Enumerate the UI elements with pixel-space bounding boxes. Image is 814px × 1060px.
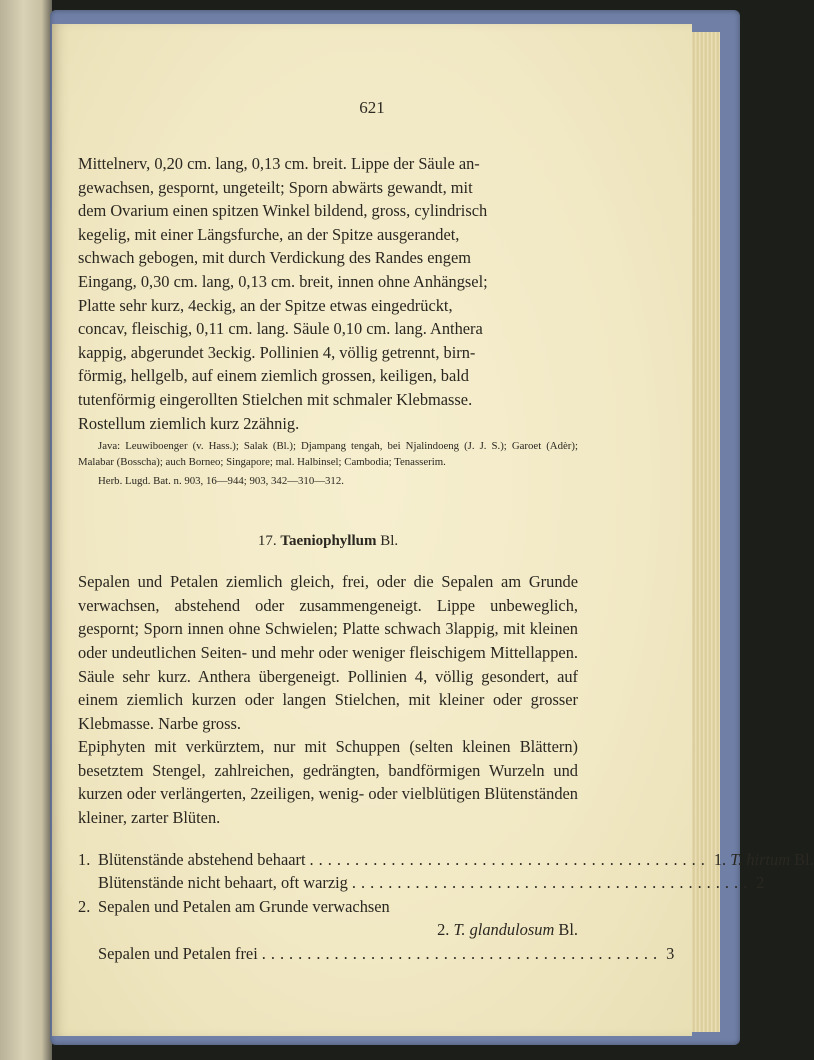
genus-habit: Epiphyten mit verkürztem, nur mit Schuppen (selten kleinen Blättern) besetztem Stengel, zahlreichen, gedrängten, bandförmigen Wurzeln und kurzen oder verlängerten, 2zeiligen, wenig- oder vielblütigen Blütenständen kleiner, zarter Blüten. xyxy=(78,737,578,828)
facing-page-edge xyxy=(0,0,52,1060)
key-result: 2 xyxy=(756,873,765,893)
key-couplet-number: 2. xyxy=(78,896,91,916)
section-genus: Taeniophyllum xyxy=(280,533,377,550)
text-line: Mittelnerv, 0,20 cm. lang, 0,13 cm. breit. Lippe der Säule an- xyxy=(78,154,480,173)
key-result-author: Bl. xyxy=(794,849,814,869)
key-row xyxy=(78,871,765,895)
key-result-author: Bl. xyxy=(558,920,578,940)
key-result-taxon: T. glandulosum xyxy=(453,920,555,940)
key-leader-dots: ............................................ xyxy=(309,849,710,869)
text-line: schwach gebogen, mit durch Verdickung des Randes engem xyxy=(78,248,471,268)
key-row xyxy=(78,942,675,966)
key-couplet-number: 1. xyxy=(78,849,91,869)
key-lead-text: Blütenstände nicht behaart, oft warzig xyxy=(98,873,348,893)
key-result: 3 xyxy=(666,944,675,964)
identification-key xyxy=(78,848,814,966)
herbarium-reference: Herb. Lugd. Bat. n. 903, 16—944; 903, 342—310—312. xyxy=(98,475,344,488)
key-result-taxon: T. hirtum xyxy=(730,849,791,869)
key-result-number: 1. xyxy=(713,849,727,869)
key-leader-dots: ............................................ xyxy=(261,944,663,964)
text-line: concav, fleischig, 0,11 cm. lang. Säule 0,10 cm. lang. Anthera xyxy=(78,319,483,339)
key-row xyxy=(78,848,814,872)
species-description-continued xyxy=(78,152,578,435)
section-author: Bl. xyxy=(380,533,399,550)
text-line: kappig, abgerundet 3eckig. Pollinien 4, völlig getrennt, birn- xyxy=(78,342,476,362)
key-result xyxy=(714,848,814,872)
key-lead-text: Sepalen und Petalen am Grunde verwachsen xyxy=(98,896,390,916)
genus-description: Sepalen und Petalen ziemlich gleich, frei, oder die Sepalen am Grunde verwachsen, abstehend oder zusammengeneigt. Lippe unbeweglich, gespornt; Sporn innen ohne Schwielen; Platte schwach 3lappig, mit kleinen oder undeutlichen Seiten- und mehr oder weniger fleischigem Mittellappen. Säule sehr kurz. Anthera übergeneigt. Pollinien 4, völlig gesondert, auf einem ziemlich kurzen oder langen Stielchen, mit kleiner oder grosser Klebmasse. Narbe gross. xyxy=(78,572,578,733)
key-lead-text: Blütenstände abstehend behaart xyxy=(98,849,306,869)
key-lead-text: Sepalen und Petalen frei xyxy=(98,944,258,964)
text-line: Eingang, 0,30 cm. lang, 0,13 cm. breit, innen ohne Anhängsel; xyxy=(78,271,488,291)
text-line: förmig, hellgelb, auf einem ziemlich grossen, keiligen, bald xyxy=(78,366,469,386)
key-result xyxy=(78,918,578,942)
text-line: Rostellum ziemlich kurz 2zähnig. xyxy=(78,413,300,433)
text-line: dem Ovarium einen spitzen Winkel bildend, gross, cylindrisch xyxy=(78,201,488,221)
key-result-number: 2. xyxy=(437,920,450,940)
text-line: kegelig, mit einer Längsfurche, an der Spitze ausgerandet, xyxy=(78,224,460,244)
page-number: 621 xyxy=(359,98,385,117)
page-content xyxy=(78,152,814,966)
section-heading xyxy=(78,533,578,550)
book-page xyxy=(52,24,814,1036)
text-line: tutenförmig eingerollten Stielchen mit schmaler Klebmasse. xyxy=(78,389,473,409)
section-number: 17. xyxy=(257,533,277,550)
distribution-note: Java: Leuwiboenger (v. Hass.); Salak (Bl.); Djampang tengah, bei Njalindoeng (J. J. S.); Garoet (Adèr); Malabar (Bosscha); auch Borneo; Singapore; mal. Halbinsel; Cambodia; Tenasserim. xyxy=(78,440,578,469)
text-line: gewachsen, gespornt, ungeteilt; Sporn abwärts gewandt, mit xyxy=(78,177,473,197)
text-line: Platte sehr kurz, 4eckig, an der Spitze etwas eingedrückt, xyxy=(78,295,453,315)
key-row xyxy=(78,895,578,919)
key-leader-dots: ............................................ xyxy=(351,873,753,893)
